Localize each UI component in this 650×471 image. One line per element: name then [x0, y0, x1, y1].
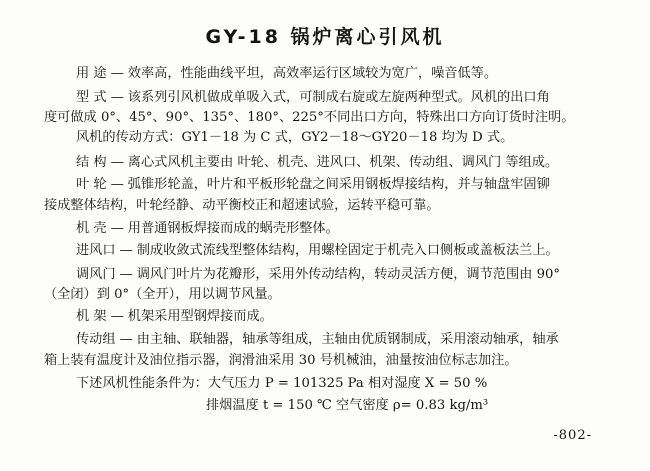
section-purpose — [76, 66, 497, 82]
section-dash: — — [119, 267, 133, 282]
section-impeller-continued — [44, 198, 440, 214]
section-text: 弧锥形轮盖，叶片和平板形轮盘之间采用钢板焊接结构，并与轴盘牢固铆 — [127, 177, 550, 192]
page-title: GY-18 锅炉离心引风机 — [205, 26, 445, 48]
section-text: 接成整体结构，叶轮经静、动平衡校正和超速试验，运转平稳可靠。 — [44, 198, 440, 213]
section-frame — [76, 309, 273, 325]
section-label: 调风门 — [76, 267, 116, 282]
section-text: 箱上装有温度计及油位指示器，润滑油采用 30 号机械油，油量按油位标志加注。 — [44, 353, 518, 368]
section-type-continued — [44, 110, 574, 126]
section-structure — [76, 155, 558, 171]
section-label: 机 壳 — [76, 221, 107, 236]
section-drive-group — [76, 332, 559, 348]
section-type — [76, 90, 550, 106]
section-text: 排烟温度 t = 150 ℃ 空气密度 ρ= 0.83 kg/m³ — [206, 398, 489, 413]
section-label: 机 架 — [76, 309, 107, 324]
section-text: 度可做成 0°、45°、90°、135°、180°、225°不同出口方向，特殊出口方向订货时注明。 — [44, 110, 575, 125]
section-text: 机架采用型钢焊接而成。 — [127, 309, 273, 324]
section-text: 风机的传动方式：GY1－18 为 C 式，GY2－18～GY20－18 均为 D 式。 — [76, 130, 514, 145]
section-label: 结 构 — [76, 155, 107, 170]
section-dash: — — [110, 66, 124, 81]
section-text: 由主轴、联轴器，轴承等组成，主轴由优质钢制成，采用滚动轴承，轴承 — [136, 332, 559, 347]
section-dash: — — [119, 243, 133, 258]
section-dash: — — [110, 155, 124, 170]
section-text: （全闭）到 0°（全开），用以调节风量。 — [44, 287, 281, 302]
page-number: -802- — [553, 428, 592, 443]
section-label: 传动组 — [76, 332, 116, 347]
section-text: 用普通钢板焊接而成的蜗壳形整体。 — [127, 221, 339, 236]
section-text: 制成收敛式流线型整体结构，用螺栓固定于机壳入口侧板或盖板法兰上。 — [136, 243, 559, 258]
section-dash: — — [110, 221, 124, 236]
section-text: 效率高，性能曲线平坦，高效率运行区域较为宽广，噪音低等。 — [127, 66, 498, 81]
section-dash: — — [110, 90, 124, 105]
section-drive-group-continued — [44, 353, 518, 369]
section-text: 调风门叶片为花瓣形，采用外传动结构，转动灵活方便，调节范围由 90° — [136, 267, 560, 282]
section-damper — [76, 267, 560, 283]
section-label: 用 途 — [76, 66, 107, 81]
section-text: 该系列引风机做成单吸入式，可制成右旋或左旋两种型式。风机的出口角 — [127, 90, 550, 105]
section-text: 下述风机性能条件为：大气压力 P = 101325 Pa 相对湿度 X = 50 % — [76, 376, 488, 391]
performance-conditions — [76, 376, 487, 392]
section-impeller — [76, 177, 550, 193]
section-damper-continued — [44, 287, 281, 303]
section-label: 叶 轮 — [76, 177, 107, 192]
section-dash: — — [110, 309, 124, 324]
section-text: 离心式风机主要由 叶轮、机壳、进风口、机架、传动组、调风门 等组成。 — [127, 155, 559, 170]
section-label: 进风口 — [76, 243, 116, 258]
section-inlet — [76, 243, 559, 259]
section-casing — [76, 221, 339, 237]
transmission-mode — [76, 130, 513, 146]
section-label: 型 式 — [76, 90, 107, 105]
section-dash: — — [119, 332, 133, 347]
performance-conditions-continued — [206, 398, 488, 414]
section-dash: — — [110, 177, 124, 192]
